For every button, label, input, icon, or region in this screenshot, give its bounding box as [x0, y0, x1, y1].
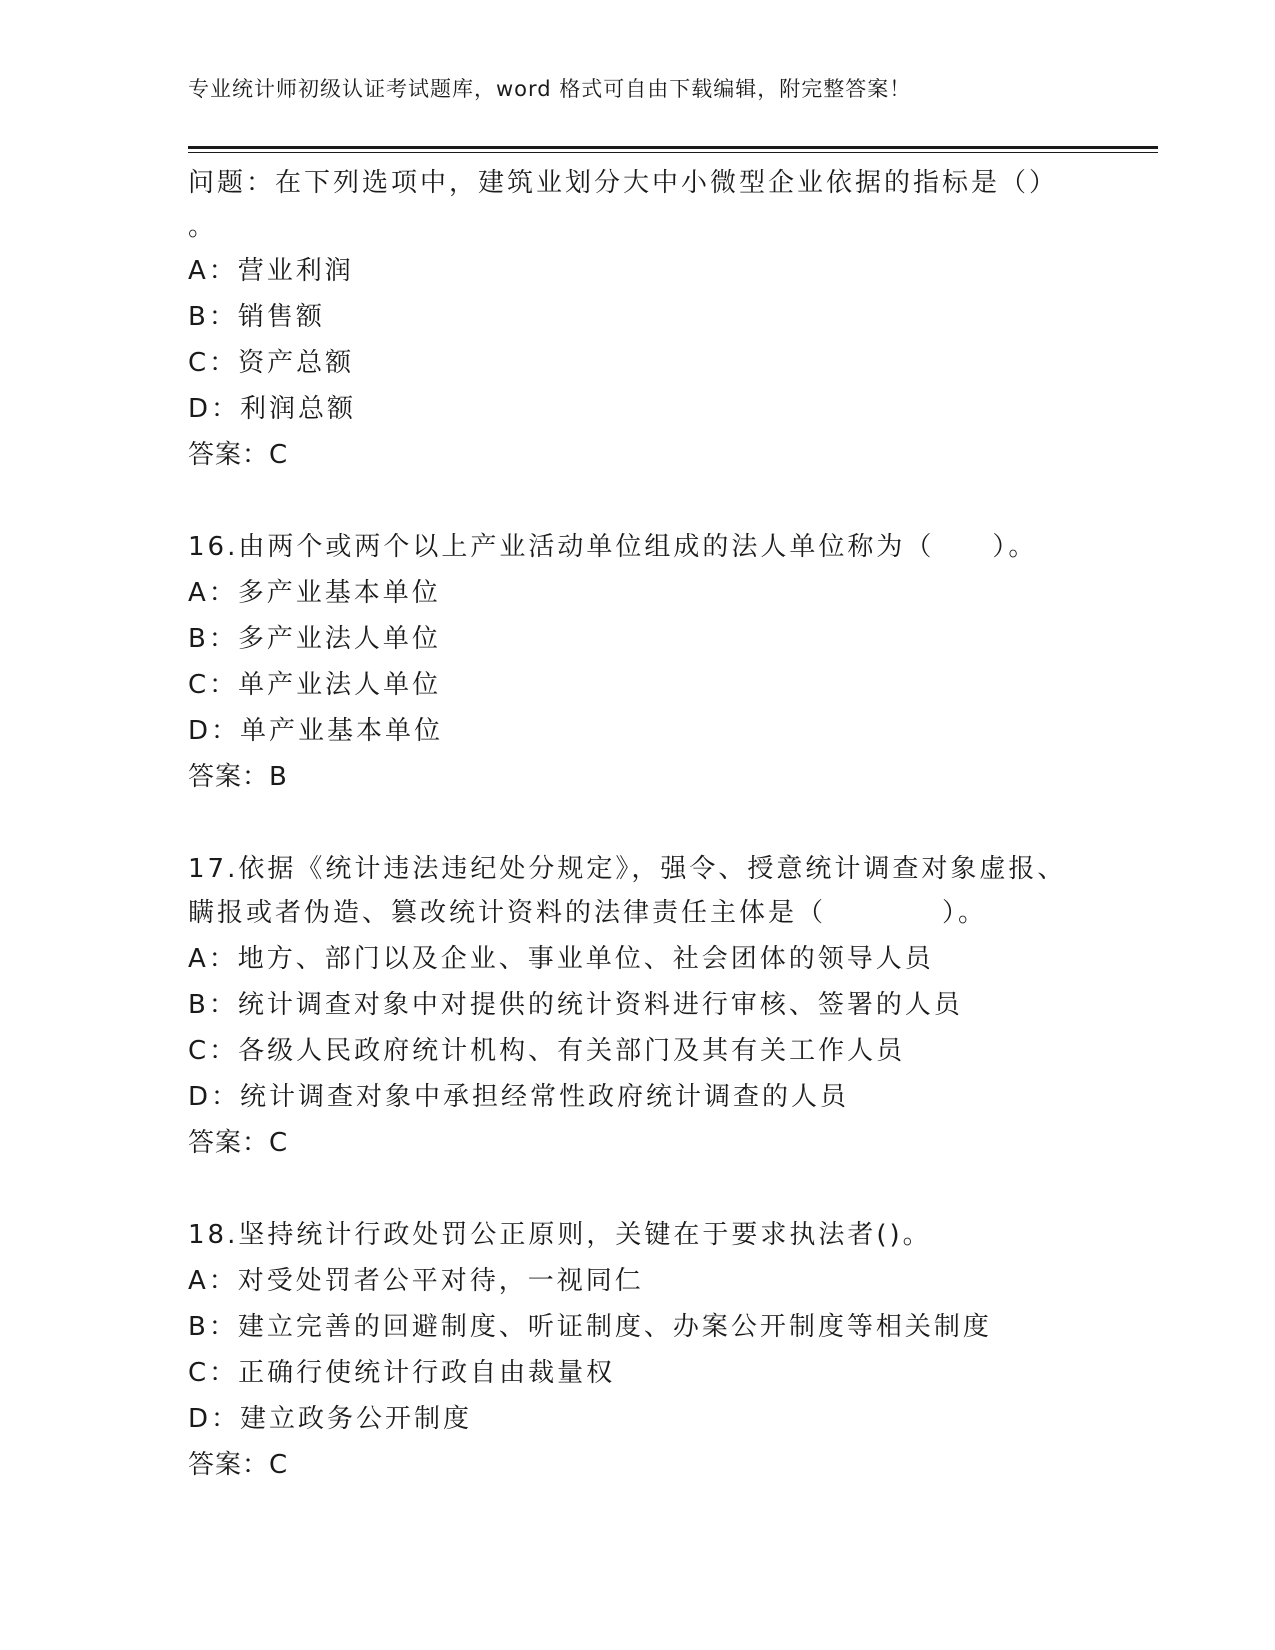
option-a: A：多产业基本单位: [188, 578, 441, 608]
option-a: A：对受处罚者公平对待，一视同仁: [188, 1266, 644, 1296]
option-c: C：各级人民政府统计机构、有关部门及其有关工作人员: [188, 1036, 906, 1066]
header-rule: [188, 146, 1158, 153]
option-b: B：销售额: [188, 302, 325, 332]
question-gap: [188, 478, 1148, 524]
question-text: 瞒报或者伪造、篡改统计资料的法律责任主体是（ ）。: [188, 898, 988, 928]
question-gap: [188, 1166, 1148, 1212]
option-a: A：地方、部门以及企业、事业单位、社会团体的领导人员: [188, 944, 934, 974]
question-block: [188, 1212, 1148, 1488]
option-d: D：建立政务公开制度: [188, 1404, 473, 1434]
answer-text: 答案：C: [188, 1128, 289, 1158]
option-d: D：单产业基本单位: [188, 716, 444, 746]
question-list: [188, 160, 1148, 1488]
question-block: [188, 846, 1148, 1166]
question-text: 。: [188, 212, 218, 242]
question-gap: [188, 800, 1148, 846]
answer-text: 答案：C: [188, 440, 289, 470]
option-b: B：统计调查对象中对提供的统计资料进行审核、签署的人员: [188, 990, 963, 1020]
question-text: 问题：在下列选项中，建筑业划分大中小微型企业依据的指标是（）: [188, 168, 1059, 198]
question-text: 17.依据《统计违法违纪处分规定》，强令、授意统计调查对象虚报、: [188, 854, 1067, 884]
answer-text: 答案：B: [188, 762, 288, 792]
option-c: C：单产业法人单位: [188, 670, 442, 700]
question-text: 18.坚持统计行政处罚公正原则，关键在于要求执法者()。: [188, 1220, 932, 1250]
answer-text: 答案：C: [188, 1450, 289, 1480]
question-block: [188, 160, 1148, 478]
option-c: C：资产总额: [188, 348, 355, 378]
option-d: D：利润总额: [188, 394, 357, 424]
page-header: 专业统计师初级认证考试题库，word 格式可自由下载编辑，附完整答案！: [188, 77, 912, 101]
question-text: 16.由两个或两个以上产业活动单位组成的法人单位称为（ ）。: [188, 532, 1038, 562]
option-a: A：营业利润: [188, 256, 354, 286]
question-block: [188, 524, 1148, 800]
option-b: B：多产业法人单位: [188, 624, 441, 654]
option-b: B：建立完善的回避制度、听证制度、办案公开制度等相关制度: [188, 1312, 992, 1342]
option-d: D：统计调查对象中承担经常性政府统计调查的人员: [188, 1082, 850, 1112]
option-c: C：正确行使统计行政自由裁量权: [188, 1358, 616, 1388]
